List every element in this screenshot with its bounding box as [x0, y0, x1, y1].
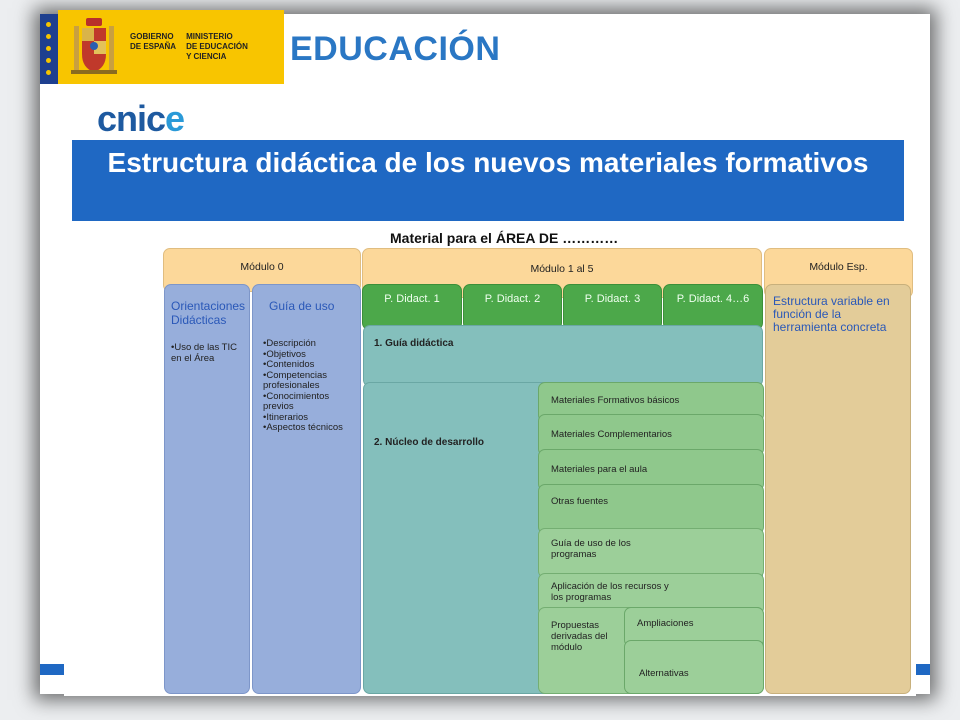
stack-item-aula: Materiales para el aula	[538, 449, 764, 491]
list-item: • Conocimientos previos	[263, 392, 355, 413]
gov-name: GOBIERNO DE ESPAÑA	[130, 32, 177, 51]
tab-pdidact-3: P. Didact. 3	[563, 284, 662, 330]
eu-flag-stripe	[40, 14, 58, 84]
moduloesp-column: Estructura variable en función de la herramienta concreta	[765, 284, 911, 694]
list-item: • Competencias profesionales	[263, 371, 355, 392]
cnice-logo	[97, 98, 184, 140]
government-logo-box	[58, 10, 284, 84]
list-item: • Aspectos técnicos	[263, 423, 355, 434]
slide-title: Estructura didáctica de los nuevos materiales formativos	[72, 140, 904, 221]
stack-item-otras-fuentes: Otras fuentes	[538, 484, 764, 534]
stack-item-formativos: Materiales Formativos básicos	[538, 382, 764, 422]
orientaciones-list	[171, 343, 244, 364]
guia-uso-column	[252, 284, 361, 694]
coat-of-arms-icon	[68, 16, 120, 78]
guia-didactica-box: 1. Guía didáctica	[363, 325, 763, 387]
cnice-logo-accent: e	[165, 98, 185, 139]
modulo0-header: Módulo 0	[163, 248, 361, 292]
ampliaciones-box: Ampliaciones	[624, 607, 764, 647]
diagram-title: Material para el ÁREA DE …………	[390, 230, 619, 246]
orientaciones-title: Orientaciones Didácticas	[171, 299, 246, 327]
tab-pdidact-4-6: P. Didact. 4…6	[663, 284, 763, 330]
ministry-name: MINISTERIO DE EDUCACIÓN Y CIENCIA	[186, 32, 248, 61]
moduloesp-header: Módulo Esp.	[764, 248, 913, 298]
list-item: • Contenidos	[263, 360, 355, 371]
educacion-logo: EDUCACIÓN	[290, 30, 501, 68]
propuestas-label: Propuestas derivadas del módulo	[551, 620, 608, 653]
list-item: • Uso de las TIC en el Área	[171, 343, 244, 364]
footer-line-right	[916, 664, 930, 675]
stack-item-complementarios: Materiales Complementarios	[538, 414, 764, 456]
guia-uso-list	[263, 339, 355, 434]
cnice-logo-part: cnic	[97, 98, 166, 139]
list-item: • Itinerarios	[263, 413, 355, 424]
stack-item-text: Guía de uso de los programas	[551, 538, 631, 560]
footer-line-left	[40, 664, 64, 675]
stack-item-guia-programas	[538, 528, 764, 578]
orientaciones-column	[164, 284, 250, 694]
stack-item-text: Aplicación de los recursos y los programas	[551, 581, 669, 603]
tab-pdidact-2: P. Didact. 2	[463, 284, 562, 330]
modulo15-header: Módulo 1 al 5	[362, 248, 762, 298]
tab-pdidact-1: P. Didact. 1	[362, 284, 462, 330]
list-item: • Descripción	[263, 339, 355, 350]
list-item: • Objetivos	[263, 350, 355, 361]
guia-uso-title: Guía de uso	[269, 299, 335, 313]
alternativas-box: Alternativas	[624, 640, 764, 694]
gov-text	[130, 32, 248, 62]
nucleo-desarrollo-box: 2. Núcleo de desarrollo	[363, 382, 763, 694]
